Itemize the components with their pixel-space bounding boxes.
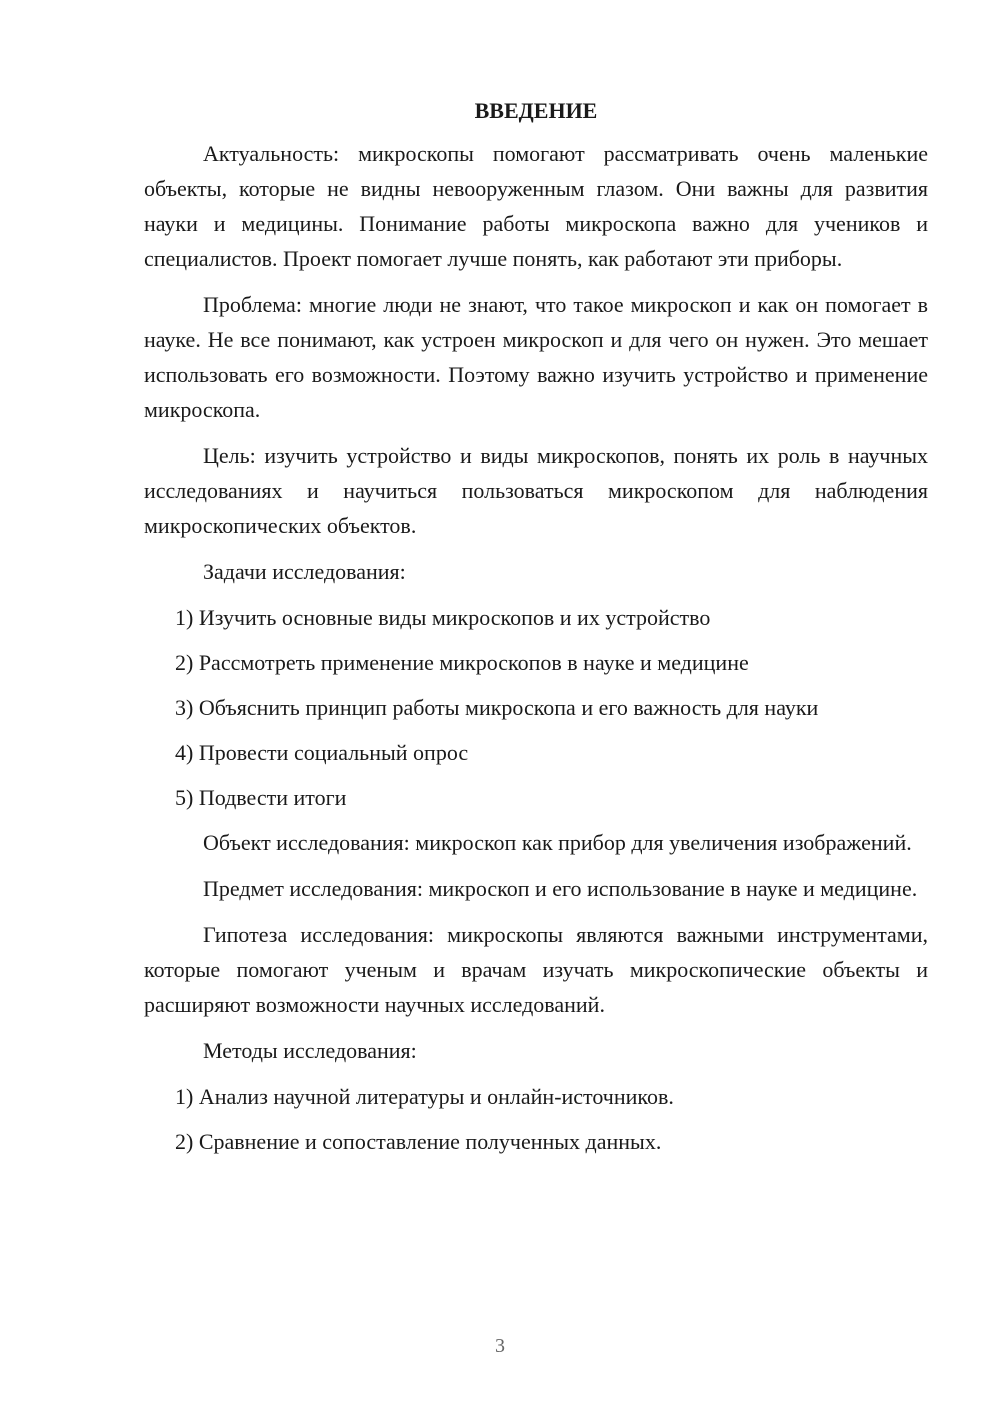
page-number: 3 (495, 1335, 505, 1357)
goal-paragraph: Цель: изучить устройство и виды микроскопов, понять их роль в научных исследованиях и научиться пользоваться микроскопом для наблюдения микроскопических объектов. (144, 443, 928, 538)
object-paragraph: Объект исследования: микроскоп как прибор для увеличения изображений. (203, 830, 912, 855)
tasks-list (144, 600, 928, 815)
task-item: 4) Провести социальный опрос (175, 740, 469, 765)
page-title: ВВЕДЕНИЕ (474, 98, 598, 123)
task-item: 5) Подвести итоги (175, 785, 347, 810)
methods-heading: Методы исследования: (203, 1038, 417, 1063)
task-item: 1) Изучить основные виды микроскопов и их устройство (175, 605, 711, 630)
task-item: 3) Объяснить принцип работы микроскопа и его важность для науки (175, 695, 819, 720)
task-item: 2) Рассмотреть применение микроскопов в науке и медицине (175, 650, 749, 675)
relevance-paragraph: Актуальность: микроскопы помогают рассматривать очень маленькие объекты, которые не видны невооруженным глазом. Они важны для развития науки и медицины. Понимание работы микроскопа важно для учеников и специалистов. Проект помогает лучше понять, как работают эти приборы. (144, 141, 928, 271)
methods-list (144, 1079, 928, 1159)
method-item: 2) Сравнение и сопоставление полученных данных. (175, 1129, 662, 1154)
problem-paragraph: Проблема: многие люди не знают, что такое микроскоп и как он помогает в науке. Не все понимают, как устроен микроскоп и для чего он нужен. Это мешает использовать его возможности. Поэтому важно изучить устройство и применение микроскопа. (144, 292, 928, 422)
subject-paragraph: Предмет исследования: микроскоп и его использование в науке и медицине. (203, 876, 918, 901)
hypothesis-paragraph: Гипотеза исследования: микроскопы являются важными инструментами, которые помогают ученым и врачам изучать микроскопические объекты и расширяют возможности научных исследований. (144, 922, 928, 1017)
method-item: 1) Анализ научной литературы и онлайн-источников. (175, 1084, 674, 1109)
tasks-heading: Задачи исследования: (203, 559, 406, 584)
